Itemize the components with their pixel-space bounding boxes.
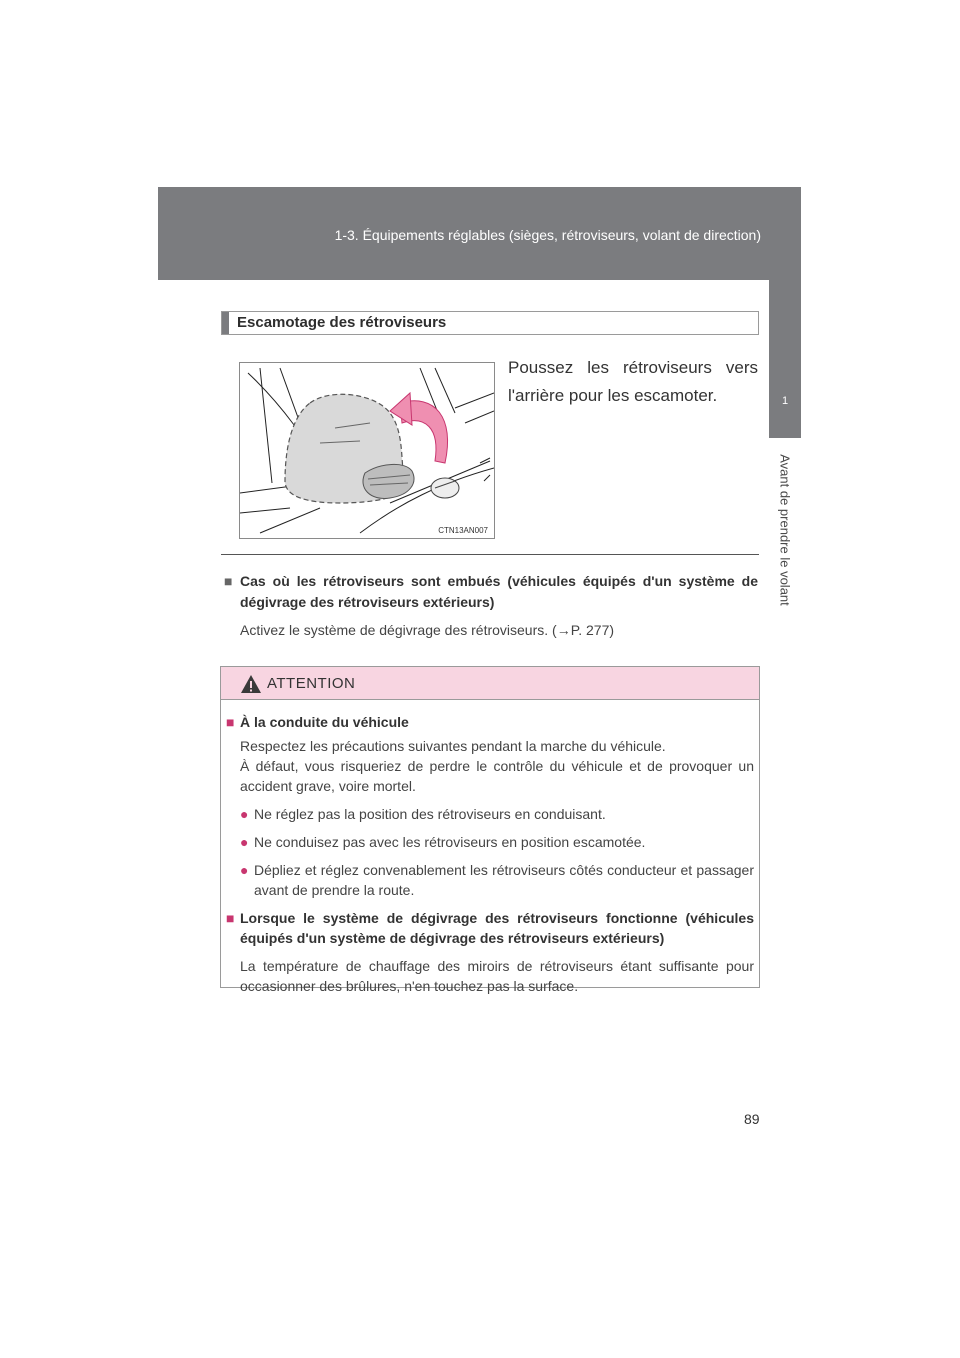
square-bullet-icon: ■ — [226, 910, 235, 926]
warning-heading-row — [226, 908, 754, 948]
warning-title: ATTENTION — [267, 675, 356, 692]
warning-bullet — [240, 804, 754, 824]
warning-heading-driving: À la conduite du véhicule — [240, 714, 409, 730]
warning-body — [226, 712, 754, 996]
warning-text: À défaut, vous risqueriez de perdre le contrôle du véhicule et de provoquer un accident grave, voire mortel. — [240, 758, 754, 794]
warning-header — [221, 667, 759, 700]
warning-text: La température de chauffage des miroirs de rétroviseurs étant suffisante pour occasionner des brûlures, n'en touchez pas la surface. — [240, 958, 754, 994]
section-title-box — [221, 311, 759, 335]
square-bullet-icon: ■ — [224, 573, 233, 589]
note-heading-row — [224, 571, 758, 613]
page-number: 89 — [744, 1111, 760, 1127]
section-divider — [221, 554, 759, 555]
section-title: Escamotage des rétroviseurs — [237, 314, 447, 331]
chapter-number: 1 — [781, 395, 789, 407]
warning-heading-defog: Lorsque le système de dégivrage des rétroviseurs fonctionne (véhicules équipés d'un système de dégivrage des rétroviseurs extérieurs) — [240, 910, 754, 946]
defog-note — [224, 571, 758, 640]
warning-triangle-icon — [240, 674, 262, 694]
warning-text: Respectez les précautions suivantes pendant la marche du véhicule. — [240, 738, 666, 754]
warning-bullet — [240, 832, 754, 852]
chapter-tab — [769, 280, 801, 438]
note-body: Activez le système de dégivrage des rétroviseurs. (→P. 277) — [240, 622, 615, 638]
note-heading: Cas où les rétroviseurs sont embués (véhicules équipés d'un système de dégivrage des rétroviseurs extérieurs) — [240, 573, 758, 610]
section-title-bar — [222, 312, 229, 334]
warning-paragraph — [240, 736, 754, 796]
chapter-title: 1-3. Équipements réglables (sièges, rétroviseurs, volant de direction) — [334, 227, 761, 243]
chapter-header — [158, 187, 801, 280]
warning-bullet-text: Ne réglez pas la position des rétroviseurs en conduisant. — [254, 806, 606, 822]
circle-bullet-icon: ● — [240, 834, 249, 850]
circle-bullet-icon: ● — [240, 806, 249, 822]
warning-heading-row — [226, 712, 754, 732]
warning-box — [220, 666, 760, 994]
figure-code: CTN13AN007 — [438, 526, 488, 535]
instruction-text: Poussez les rétroviseurs vers l'arrière pour les escamoter. — [508, 358, 758, 405]
chapter-side-label: Avant de prendre le volant — [777, 454, 793, 606]
square-bullet-icon: ■ — [226, 714, 235, 730]
circle-bullet-icon: ● — [240, 862, 249, 878]
warning-bullet-text: Dépliez et réglez convenablement les rétroviseurs côtés conducteur et passager avant de prendre la route. — [254, 862, 754, 898]
warning-bullet — [240, 860, 754, 900]
mirror-folding-illustration — [239, 362, 495, 539]
warning-bullet-text: Ne conduisez pas avec les rétroviseurs en position escamotée. — [254, 834, 646, 850]
mirror-drawing — [240, 363, 494, 538]
warning-paragraph — [240, 956, 754, 996]
